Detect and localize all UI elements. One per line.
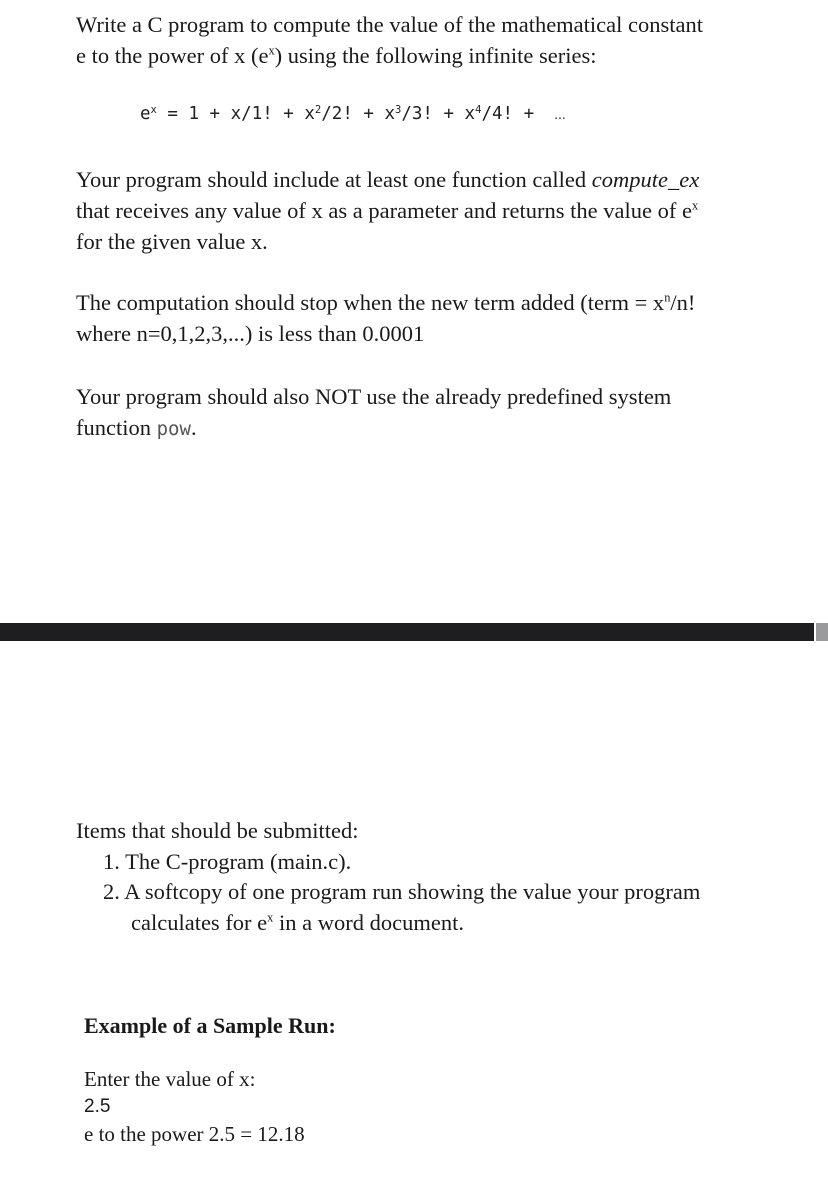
stop-line-2: where n=0,1,2,3,...) is less than 0.0001 <box>76 321 425 346</box>
formula-e-exp: x <box>150 104 157 117</box>
sample-output: e to the power 2.5 = 12.18 <box>84 1122 305 1146</box>
requirement-line-3: for the given value x. <box>76 229 268 254</box>
series-formula <box>140 104 566 124</box>
formula-exp-3: 3 <box>395 104 402 117</box>
formula-e: e <box>140 104 151 124</box>
submit-item-2-cont <box>131 907 464 938</box>
stop-line-1-pre: The computation should stop when the new term added (term = x <box>76 290 665 315</box>
formula-part-4: /4! + <box>481 104 535 124</box>
requirement-line-2-pre: that receives any value of x as a parameter and returns the value of e <box>76 198 692 223</box>
formula-ellipsis: ... <box>554 106 566 122</box>
formula-part-2: /2! + x <box>321 104 396 124</box>
page-divider <box>0 623 814 641</box>
formula-part-1: = 1 + x/1! + x <box>156 104 315 124</box>
submit-exp-x: x <box>267 910 274 925</box>
submit-item-1: 1. The C-program (main.c). <box>103 849 352 874</box>
formula-exp-2: 2 <box>314 104 322 117</box>
nopow-line-2-post: . <box>190 415 197 440</box>
stop-line-1-post: /n! <box>670 290 696 315</box>
requirement-line-2 <box>76 195 698 226</box>
formula-exp-4: 4 <box>475 104 482 117</box>
pow-code: pow <box>156 418 191 440</box>
nopow-line-2-pre: function <box>76 415 157 440</box>
submit-heading: Items that should be submitted: <box>76 818 359 843</box>
sample-prompt: Enter the value of x: <box>84 1067 256 1091</box>
submit-item-2-cont-pre: calculates for e <box>131 910 268 935</box>
task-line-2-pre: e to the power of x (e <box>76 43 269 68</box>
stop-line-1 <box>76 287 695 318</box>
sample-input: 2.5 <box>84 1096 111 1117</box>
stop-exp-n: n <box>664 290 671 305</box>
task-line-2 <box>76 40 596 71</box>
nopow-line-2 <box>76 412 197 445</box>
formula-part-3: /3! + x <box>401 104 476 124</box>
task-line-1: Write a C program to compute the value of the mathematical constant <box>76 12 704 37</box>
task-exp-x: x <box>268 43 275 58</box>
requirement-line-1-pre: Your program should include at least one function called <box>76 167 592 192</box>
requirement-exp-x: x <box>691 198 699 213</box>
submit-item-2-cont-post: in a word document. <box>273 910 464 935</box>
sample-title: Example of a Sample Run: <box>84 1013 336 1038</box>
nopow-line-1: Your program should also NOT use the already predefined system <box>76 384 672 409</box>
function-name: compute_ex <box>591 167 700 192</box>
requirement-line-1 <box>76 164 699 195</box>
submit-item-2: 2. A softcopy of one program run showing the value your program <box>103 879 701 904</box>
divider-edge <box>816 623 828 641</box>
task-line-2-post: ) using the following infinite series: <box>274 43 597 68</box>
